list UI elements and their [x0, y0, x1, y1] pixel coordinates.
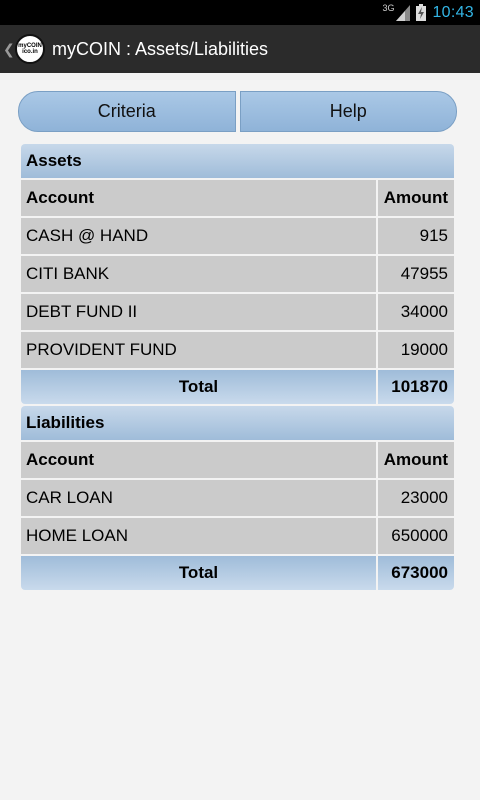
signal-icon [396, 5, 410, 21]
liabilities-col-amount: Amount [378, 442, 454, 478]
liabilities-table [21, 406, 454, 590]
battery-charging-icon [416, 4, 426, 21]
account-cell: CASH @ HAND [21, 218, 376, 254]
table-row[interactable] [21, 256, 454, 292]
assets-total-row [21, 370, 454, 404]
account-cell: DEBT FUND II [21, 294, 376, 330]
assets-total-value: 101870 [378, 370, 454, 404]
amount-cell: 23000 [378, 480, 454, 516]
logo-text-top: myCOIN [18, 43, 42, 49]
amount-cell: 915 [378, 218, 454, 254]
assets-title: Assets [21, 144, 454, 178]
table-row[interactable] [21, 480, 454, 516]
app-title: myCOIN : Assets/Liabilities [52, 38, 269, 59]
status-icons [382, 0, 474, 25]
logo-text-bottom: ico.in [22, 49, 38, 55]
assets-header-row [21, 180, 454, 216]
account-cell: PROVIDENT FUND [21, 332, 376, 368]
account-cell: CAR LOAN [21, 480, 376, 516]
table-row[interactable] [21, 518, 454, 554]
table-row[interactable] [21, 294, 454, 330]
back-chevron-icon[interactable]: ❮ [3, 40, 15, 57]
assets-table [21, 144, 454, 404]
amount-cell: 47955 [378, 256, 454, 292]
liabilities-total-value: 673000 [378, 556, 454, 590]
account-cell: CITI BANK [21, 256, 376, 292]
assets-total-label: Total [21, 370, 376, 404]
liabilities-total-label: Total [21, 556, 376, 590]
amount-cell: 650000 [378, 518, 454, 554]
account-cell: HOME LOAN [21, 518, 376, 554]
app-logo[interactable] [15, 34, 45, 64]
liabilities-col-account: Account [21, 442, 376, 478]
assets-col-account: Account [21, 180, 376, 216]
amount-cell: 34000 [378, 294, 454, 330]
liabilities-title: Liabilities [21, 406, 454, 440]
amount-cell: 19000 [378, 332, 454, 368]
status-clock: 10:43 [432, 3, 474, 21]
button-row [18, 91, 457, 132]
action-bar [0, 25, 480, 73]
table-row[interactable] [21, 218, 454, 254]
table-row[interactable] [21, 332, 454, 368]
liabilities-total-row [21, 556, 454, 590]
network-type: 3G [382, 2, 395, 13]
assets-col-amount: Amount [378, 180, 454, 216]
liabilities-header-row [21, 442, 454, 478]
status-bar [0, 0, 480, 25]
help-button[interactable]: Help [240, 91, 458, 132]
criteria-button[interactable]: Criteria [18, 91, 236, 132]
